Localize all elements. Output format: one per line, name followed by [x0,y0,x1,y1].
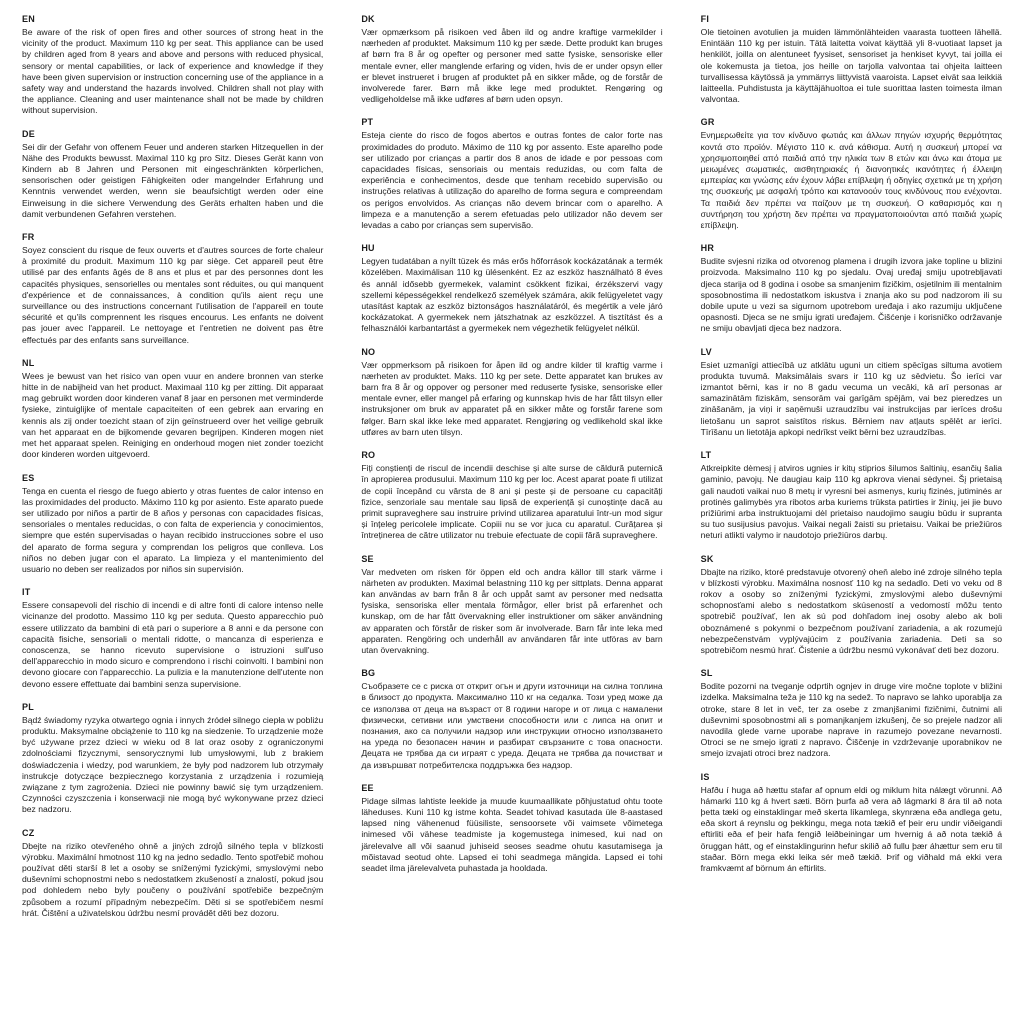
language-section-nl [22,358,323,461]
language-section-pl [22,702,323,816]
column-3 [701,14,1002,1014]
warning-text: Wees je bewust van het risico van open vuur en andere bronnen van sterke hitte in de nabijheid van het product. Maximaal 110 kg per zitting. Dit apparaat mag gebruikt worden door kinderen vanaf 8 jaar en personen met verminderde fysieke, zintuiglijke of mentale capaciteiten of een gebrek aan ervaring en kennis als zij onder toezicht staan of zijn geïnstrueerd over het veilige gebruik van het apparaat en de bijkomende gevaren begrijpen. Kinderen mogen niet met het apparaat spelen. Reiniging en onderhoud mogen niet zonder toezicht door kinderen worden uitgevoerd. [22,370,324,460]
language-code: SL [700,668,713,679]
warning-text: Dbejte na riziko otevřeného ohně a jiných zdrojů silného tepla v blízkosti výrobku. Maximální hmotnost 110 kg na jedno sedadlo. Tento spotřebič mohou používat děti starší 8 let a osoby se sníženými fyzickými, smyslovými nebo duševními schopnostmi nebo s nedostatkem zkušeností a znalostí, pokud jsou pod dohledem nebo byly poučeny o používání spotřebiče bezpečným způsobem a rozumí případným nebezpečím. Děti si se spotřebičem nesmí hrát. Čištění a uživatelskou údržbu nesmí provádět děti bez dozoru. [22,840,324,918]
language-section-de [22,129,323,220]
language-section-en [22,14,323,117]
warning-text: Soyez conscient du risque de feux ouverts et d'autres sources de forte chaleur à proximité du produit. Maximum 110 kg par siège. Cet appareil peut être utilisé par des enfants âgés de 8 ans et plus et par des personnes dont les capacités physiques, sensorielles ou mentales sont réduites, ou qui manquent d'expérience et de connaissances, à condition qu'ils aient reçu une surveillance ou des instructions concernant l'utilisation de l'appareil en toute sécurité et qu'ils comprennent les risques encourus. Les enfants ne doivent pas jouer avec l'appareil. Le nettoyage et l'entretien ne doivent pas être effectués par des enfants sans surveillance. [22,245,324,345]
warning-text: Atkreipkite dėmesį į atviros ugnies ir kitų stiprios šilumos šaltinių, esančių šalia gaminio, pavojų. Ne daugiau kaip 110 kg apkrova vienai sėdynei. Šį prietaisą gali naudoti vaikai nuo 8 metų ir vyresni bei asmenys, kurių fizinės, jutiminės ar protinės galimybės yra ribotos arba kuriems trūksta patirties ir žinių, jei jie buvo prižiūrimi arba instruktuojami dėl prietaiso naudojimo saugiu būdu ir supranta su tuo susijusius pavojus. Vaikai negali žaisti su prietaisu. Vaikai be priežiūros neturi atlikti valymo ir naudotojo priežiūros darbų. [700,463,1002,541]
language-code: NL [22,357,35,368]
warning-text: Essere consapevoli del rischio di incendi e di altre fonti di calore intenso nelle vicinanze del prodotto. Massimo 110 kg per seduta. Questo apparecchio può essere utilizzato da bambini di età pari o superiore a 8 anni e da persone con capacità fisiche, sensoriali o mentali ridotte, o mancanza di esperienza e conoscenza, se hanno ricevuto supervisione o istruzioni sull'uso dell'apparecchio in modo sicuro e comprendono i rischi coinvolti. I bambini non devono giocare con l'apparecchio. La pulizia e la manutenzione dell'utente non devono essere effettuate dai bambini senza supervisione. [22,600,324,689]
warning-text: Budite svjesni rizika od otvorenog plamena i drugih izvora jake topline u blizini proizvoda. Maksimalno 110 kg po sjedalu. Ovaj uređaj smiju upotrebljavati djeca starija od 8 godina i osobe sa smanjenim fizičkim, osjetilnim ili mentalnim sposobnostima ili nedostatkom iskustva i znanja ako su pod nadzorom ili su dobile upute u vezi sa sigurnom upotrebom uređaja i ako razumiju uključene opasnosti. Djeca se ne smiju igrati uređajem. Čišćenje i korisničko održavanje ne smiju obavljati djeca bez nadzora. [700,256,1002,334]
warning-text: Esteja ciente do risco de fogos abertos e outras fontes de calor forte nas proximidades do produto. Máximo de 110 kg por assento. Este aparelho pode ser utilizado por crianças a partir dos 8 anos de idade e por pessoas com capacidades físicas, sensoriais ou mentais reduzidas, ou com falta de experiência e conhecimentos, desde que tenham recebido supervisão ou instruções relativas à utilização do aparelho de forma segura e compreendam os perigos envolvidos. As crianças não devem brincar com o aparelho. A limpeza e a manutenção a serem efetuadas pelo utilizador não devem ser levadas a cabo por crianças sem supervisão. [361,130,663,231]
language-code: LT [700,450,712,461]
column-2 [361,14,662,1014]
language-section-hu [361,243,662,334]
language-code: HU [361,243,375,254]
language-section-lv [701,347,1002,438]
warning-text: Sei dir der Gefahr von offenem Feuer und anderen starken Hitzequellen in der Nähe des Produkts bewusst. Maximal 110 kg pro Sitz. Dieses Gerät kann von Kindern ab 8 Jahren und Personen mit eingeschränkten körperlichen, sensorischen oder geistigen Fähigkeiten oder mangelnder Erfahrung und Kenntnis verwendet werden, wenn sie beaufsichtigt werden oder eine Einweisung in die sichere Verwendung des Geräts erhalten haben und die damit verbundenen Gefahren verstehen. [22,141,324,219]
language-section-no [361,347,662,438]
language-code: HR [700,243,715,254]
warning-text: Съобразете се с риска от открит огън и други източници на силна топлина в близост до продукта. Максимално 110 кг на седалка. Този уред може да се използва от деца на възраст от 8 години нагоре и от лица с намалени физически, сетивни или умствени способности или с липса на опит и познания, ако са получили надзор или инструкции относно използването на уреда по безопасен начин и разбират свързаните с това опасности. Децата не трябва да си играят с уреда. Децата не трябва да почистват и да извършват потребителска поддръжка без надзор. [361,681,663,770]
language-section-ee [361,783,662,874]
language-section-pt [361,117,662,231]
language-section-fr [22,232,323,346]
language-code: EE [361,782,374,793]
language-section-it [22,587,323,690]
language-section-sl [701,668,1002,759]
warning-text: Ole tietoinen avotulien ja muiden lämmönlähteiden vaarasta tuotteen lähellä. Enintään 110 kg per istuin. Tätä laitetta voivat käyttää yli 8-vuotiaat lapset ja henkilöt, joilla on alentuneet fyysiset, sensoriset ja henkiset kyvyt, tai joilla ei ole kokemusta ja tietoa, jos heille on tarjolla valvontaa tai ohjeita laitteen turvallisessa käytössä ja ymmärrys liittyvistä vaaroista. Lapset eivät saa leikkiä laitteella. Puhdistusta ja käyttäjähuoltoa ei tule suorittaa lasten toimesta ilman valvontaa. [700,27,1002,105]
language-section-is [701,772,1002,875]
language-section-bg [361,668,662,771]
language-code: DE [22,128,35,139]
language-code: SK [700,553,714,564]
language-section-es [22,473,323,576]
language-code: SE [361,553,374,564]
language-section-sk [701,554,1002,657]
language-section-ro [361,450,662,541]
warning-text: Bodite pozorni na tveganje odprtih ognjev in druge vire močne toplote v bližini izdelka. Maksimalna teža je 110 kg na sedež. To napravo se lahko uporablja za otroke, stare 8 let in več, ter za osebe z zmanjšanimi fizičnimi, čutnimi ali duševnimi sposobnostmi ali s pomanjkanjem izkušenj, če so prejele nadzor ali navodila glede varne uporabe naprave in razumejo povezane nevarnosti. Otroci se ne smejo igrati z napravo. Čiščenje in vzdrževanje uporabnikov ne smejo izvajati otroci brez nadzora. [700,681,1002,759]
language-section-lt [701,450,1002,541]
warning-text: Hafðu í huga að hættu stafar af opnum eldi og miklum hita nálægt vörunni. Að hámarki 110 kg á hvert sæti. Börn þurfa að vera að lágmarki 8 ára til að nota þetta tæki og einstaklingar með skerta líkamlega, skynræna eða andlega getu, eða skort á reynslu og þekkingu, mega nota tækið ef þeir eru undir viðeigandi eftirliti eða ef þeir hafa fengið leiðbeiningar um hvernig á að nota tækið á öruggan hátt, og ef einstaklingurinn hefur skilið að fullu þær áhættur sem eru til staðar. Börn mega ekki leika sér með tækið. Þrif og viðhald má ekki vera framkvæmt af börnum án eftirlits. [700,784,1002,873]
language-code: LV [700,346,712,357]
language-section-fi [701,14,1002,105]
language-section-se [361,554,662,657]
warning-text: Fiți conștienți de riscul de incendii deschise și alte surse de căldură puternică în apropierea produsului. Maximum 110 kg per loc. Acest aparat poate fi utilizat de copii începând cu vârsta de 8 ani și peste și de persoane cu capacități fizice, senzoriale sau mentale sau lipsă de experiență și cunoștințe dacă au primit supraveghere sau instruire privind utilizarea aparatului într-un mod sigur și înțeleg pericolele implicate. Copiii nu se vor juca cu aparatul. Curățarea și întreținerea de către utilizator nu trebuie efectuate de copii fără supraveghere. [361,463,663,541]
language-code: EN [22,14,35,24]
warning-text: Var medveten om risken för öppen eld och andra källor till stark värme i närheten av produkten. Maximal belastning 110 kg per sittplats. Denna apparat kan användas av barn från 8 år och uppåt samt av personer med nedsatta fysiska, sensoriska eller mentala förmågor, eller brist på erfarenhet och kunskap, om de har fått övervakning eller instruktioner om säker användning av apparaten och förstår de risker som är involverade. Barn får inte leka med apparaten. Rengöring och underhåll av användaren får inte utföras av barn utan övervakning. [361,566,663,655]
warning-text: Esiet uzmanīgi attiecībā uz atklātu uguni un citiem spēcīgas siltuma avotiem produkta tuvumā. Maksimālais svars ir 110 kg uz sēdvietu. Šo ierīci var izmantot bērni, kas ir no 8 gadu vecuma un vecāki, kā arī personas ar samazinātām fiziskām, sensorām vai garīgām spējām, vai bez pieredzes un zināšanām, ja viņi ir saņēmuši uzraudzību vai instrukcijas par ierīces drošu lietošanu un saprot saistītos riskus. Bērniem nav atļauts spēlēt ar ierīci. Tīrīšanu un lietotāja apkopi nedrīkst veikt bērni bez uzraudzības. [700,359,1002,437]
language-code: NO [361,346,376,357]
language-code: FI [700,14,710,24]
language-code: IS [700,771,710,782]
language-code: IT [22,587,31,598]
warning-text: Vær oppmerksom på risikoen for åpen ild og andre kilder til kraftig varme i nærheten av produktet. Maks. 110 kg per sete. Dette apparatet kan brukes av barn fra 8 år og oppover og personer med reduserte fysiske, sensoriske eller mentale evner, eller mangel på erfaring og kunnskap hvis de har fått tilsyn eller instruksjoner om bruk av apparatet på en sikker måte og forstår farene som følger. Barn skal ikke leke med apparatet. Rengjøring og vedlikehold skal ikke utføres av barn uten tilsyn. [361,359,663,437]
language-code: PT [361,117,374,128]
warning-text: Dbajte na riziko, ktoré predstavuje otvorený oheň alebo iné zdroje silného tepla v blízkosti výrobku. Maximálna nosnosť 110 kg na sedadlo. Deti vo veku od 8 rokov a osoby so zníženými fyzickými, zmyslovými alebo duševnými schopnosťami alebo s nedostatkom skúseností a vedomostí môžu tento spotrebič používať, len ak sú pod dohľadom inej osoby alebo ak boli oboznámené s pokynmi o bezpečnom používaní zariadenia, a ak rozumejú nebezpečenstvám vyplývajúcim z používania zariadenia. Deti sa so spotrebičom nesmú hrať. Čistenie a údržbu nesmú vykonávať deti bez dozoru. [700,566,1002,655]
warning-text: Tenga en cuenta el riesgo de fuego abierto y otras fuentes de calor intenso en las proximidades del producto. Máximo 110 kg por asiento. Este aparato puede ser utilizado por niños a partir de 8 años y personas con capacidades físicas, sensoriales o mentales reducidas, o con falta de experiencia y conocimientos, siempre que estén supervisadas o hayan recibido instrucciones sobre el uso del aparato de forma segura y comprendan los peligros que conlleva. Los niños no deben jugar con el aparato. La limpieza y el mantenimiento del usuario no deben ser realizados por niños sin supervisión. [22,485,324,574]
language-section-cz [22,828,323,919]
warning-text: Ενημερωθείτε για τον κίνδυνο φωτιάς και άλλων πηγών ισχυρής θερμότητας κοντά στο προϊόν. Μέγιστο 110 κ. ανά κάθισμα. Αυτή η συσκευή μπορεί να χρησιμοποιηθεί από παιδιά από την ηλικία των 8 ετών και άνω και άτομα με μειωμένες σωματικές, αισθητηριακές ή διανοητικές ικανότητες ή έλλειψη εμπειρίας και γνώσης εάν έχουν λάβει επίβλεψη ή οδηγίες σχετικά με τη χρήση της συσκευής με ασφαλή τρόπο και κατανοούν τους κινδύνους που ενέχονται. Τα παιδιά δεν πρέπει να παίζουν με τη συσκευή. Ο καθαρισμός και η συντήρηση του χρήστη δεν πρέπει να πραγματοποιούνται από παιδιά χωρίς επίβλεψη. [700,130,1002,231]
warning-text: Vær opmærksom på risikoen ved åben ild og andre kraftige varmekilder i nærheden af produktet. Maksimum 110 kg per sæde. Dette produkt kan bruges af børn fra 8 år og opefter og personer med satte fysiske, sensoriske eller mentale evner, eller manglende erfaring og viden, hvis de er under opsyn eller er blevet instrueret i brugen af produktet på en sikker måde, og de forstår de involverede farer. Børn må ikke lege med produktet. Rengøring og vedligeholdelse må ikke udføres af børn uden opsyn. [361,27,663,105]
language-code: BG [361,668,376,679]
language-code: FR [22,232,35,243]
column-1 [22,14,323,1014]
language-code: DK [361,14,375,24]
warning-text: Legyen tudatában a nyílt tüzek és más erős hőforrások kockázatának a termék közelében. Maximálisan 110 kg ülésenként. Ez az eszköz használható 8 éves és annál idősebb gyermekek, valamint csökkent fizikai, érzékszervi vagy szellemi képességekkel rendelkező személyek számára, akik felügyeletet vagy utasítást kaptak az eszköz biztonságos használatáról, és megértik a vele járó kockázatokat. A gyermekek nem játszhatnak az eszközzel. A tisztítást és a felhasználói karbantartást a gyermekek nem végezhetik felügyelet nélkül. [361,256,663,334]
language-code: CZ [22,827,35,838]
language-code: ES [22,472,35,483]
language-section-gr [701,117,1002,231]
language-section-dk [361,14,662,105]
language-code: GR [700,117,715,128]
warning-text: Pidage silmas lahtiste leekide ja muude kuumaallikate põhjustatud ohtu toote läheduses. Kuni 110 kg istme kohta. Seadet tohivad kasutada üle 8-aastased lapsed ning vähenenud füüsiliste, sensoorsete või vaimsete võimetega inimesed või vähese teadmiste ja kogemustega inimesed, kui nad on järelevalve all või saanud juhiseid seoses seadme ohutu kasutamisega ja mõistavad seotud ohte. Lapsed ei tohi seadmega mängida. Lapsed ei tohi seadet ilma järelevalveta puhastada ja hooldada. [361,795,663,873]
warning-text: Bądź świadomy ryzyka otwartego ognia i innych źródeł silnego ciepła w pobliżu produktu. Maksymalne obciążenie to 110 kg na siedzenie. To urządzenie może być używane przez dzieci w wieku od 8 lat oraz osoby z ograniczonymi zdolnościami fizycznymi, sensorycznymi lub umysłowymi, lub z brakiem doświadczenia i wiedzy, pod warunkiem, że były pod nadzorem lub otrzymały instrukcje dotyczące bezpiecznego korzystania z urządzenia i rozumieją związane z tym zagrożenia. Dzieci nie powinny bawić się tym urządzeniem. Czynności czyszczenia i konserwacji nie mogą być wykonywane przez dzieci bez nadzoru. [22,714,324,815]
warning-text: Be aware of the risk of open fires and other sources of strong heat in the vicinity of the product. Maximum 110 kg per seat. This appliance can be used by children aged from 8 years and above and persons with reduced physical, sensory or mental capabilities, or lack of experience and knowledge if they have been given supervision or instruction concerning use of the appliance in a safety way and understand the hazards involved. Children shall not play with the appliance. Cleaning and user maintenance shall not be made by children without supervision. [22,27,324,116]
language-code: RO [361,450,376,461]
language-section-hr [701,243,1002,334]
language-code: PL [22,701,34,712]
